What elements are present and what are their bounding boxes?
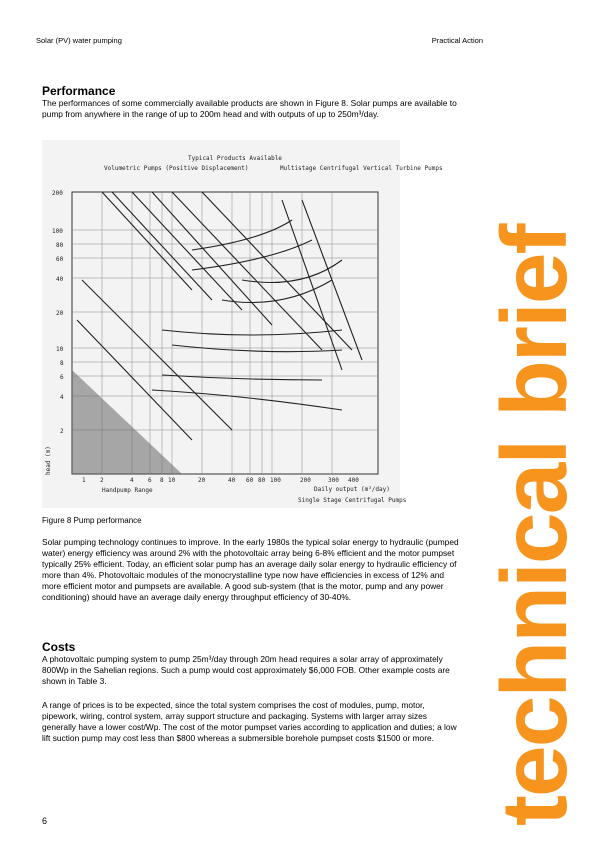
svg-text:8: 8 xyxy=(160,477,164,484)
svg-text:60: 60 xyxy=(56,256,64,263)
svg-text:4: 4 xyxy=(130,477,134,484)
svg-text:1: 1 xyxy=(82,477,86,484)
pump-performance-chart xyxy=(42,140,443,508)
svg-text:100: 100 xyxy=(270,477,281,484)
svg-text:40: 40 xyxy=(56,276,64,283)
svg-text:2: 2 xyxy=(100,477,104,484)
label-multistage-pumps: Multistage Centrifugal Vertical Turbine Pumps xyxy=(280,165,443,172)
x-axis-ticks xyxy=(82,477,359,484)
costs-paragraph-2: A range of prices is to be expected, since the total system comprises the cost of modules, pump, motor, pipework, wiring, control system, array support structure and packaging. Systems with larger array sizes generally have a lower cost/Wp. The cost of the motor pumpset varies according to application and duties; a low lift suction pump may cost less than $800 whereas a submersible borehole pumpset costs $1500 or more. xyxy=(42,700,457,743)
svg-text:400: 400 xyxy=(348,477,359,484)
handpump-range-area xyxy=(72,370,182,474)
y-axis-ticks xyxy=(52,190,64,435)
pump-performance-curves xyxy=(77,192,362,440)
figure-caption: Figure 8 Pump performance xyxy=(42,516,142,525)
svg-text:6: 6 xyxy=(148,477,152,484)
figure-title: Typical Products Available xyxy=(188,155,282,162)
costs-paragraph-1: A photovoltaic pumping system to pump 25m³/day through 20m head requires a solar array of approximately 800Wp in the Sahelian regions. Such a pump would cost approximately $6,000 FOB. Other example costs are shown in Table 3. xyxy=(42,654,450,686)
costs-heading: Costs xyxy=(42,640,76,654)
svg-text:200: 200 xyxy=(300,477,311,484)
svg-text:200: 200 xyxy=(52,190,63,197)
performance-heading: Performance xyxy=(42,84,116,98)
svg-text:2: 2 xyxy=(60,428,64,435)
svg-text:80: 80 xyxy=(258,477,266,484)
y-axis-label: head (m) xyxy=(45,446,52,475)
label-volumetric-pumps: Volumetric Pumps (Positive Displacement) xyxy=(104,165,249,172)
svg-text:60: 60 xyxy=(246,477,254,484)
svg-text:20: 20 xyxy=(198,477,206,484)
svg-text:20: 20 xyxy=(56,310,64,317)
svg-text:8: 8 xyxy=(60,360,64,367)
header-publisher: Practical Action xyxy=(431,36,483,45)
performance-paragraph: The performances of some commercially available products are shown in Figure 8. Solar pumps are available to pump from anywhere in the range of up to 200m head and with outputs of up to 250m³/day. xyxy=(42,98,457,119)
svg-text:10: 10 xyxy=(56,346,64,353)
svg-text:40: 40 xyxy=(228,477,236,484)
svg-text:300: 300 xyxy=(328,477,339,484)
pump-performance-figure xyxy=(42,140,443,508)
svg-text:6: 6 xyxy=(60,374,64,381)
improvement-paragraph: Solar pumping technology continues to improve. In the early 1980s the typical solar energy to hydraulic (pumped water) energy efficiency was around 2% with the photovoltaic array being 6-8% efficient and the motor pumpset typically 25% efficient. Today, an efficient solar pump has an average daily solar energy to hydraulic efficiency of more than 4%. Photovoltaic modules of the monocrystalline type now have efficiencies in excess of 12% and more efficient motor and pumpsets are available. A good sub-system (that is the motor, pump and any power conditioning) should have an average daily energy throughput efficiency of 30-40%. xyxy=(42,537,459,602)
x-axis-label: Daily output (m³/day) xyxy=(314,486,390,493)
svg-text:10: 10 xyxy=(168,477,176,484)
label-handpump-range: Handpump Range xyxy=(102,487,153,494)
svg-text:100: 100 xyxy=(52,228,63,235)
svg-text:4: 4 xyxy=(60,394,64,401)
svg-text:80: 80 xyxy=(56,242,64,249)
technical-brief-banner: technical brief xyxy=(482,225,586,826)
label-single-stage-pumps: Single Stage Centrifugal Pumps xyxy=(298,497,407,504)
page-number: 6 xyxy=(42,816,48,826)
header-document-title: Solar (PV) water pumping xyxy=(36,36,122,45)
